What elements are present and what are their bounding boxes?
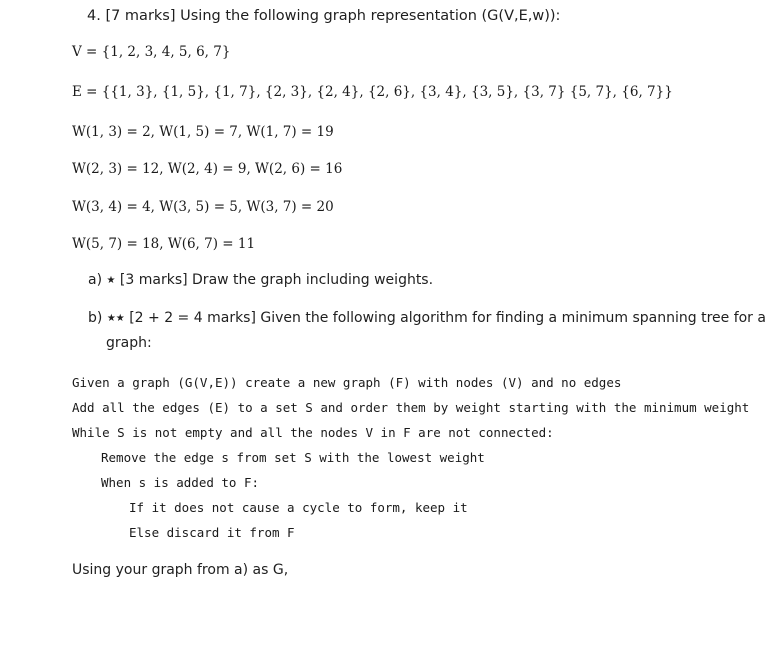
footer-text: Using your graph from a) as G, xyxy=(72,562,289,578)
part-a xyxy=(88,272,433,288)
part-b xyxy=(88,310,766,326)
weight-line-2: W(2, 3) = 12, W(2, 4) = 9, W(2, 6) = 16 xyxy=(72,161,343,177)
part-a-text: [3 marks] Draw the graph including weights. xyxy=(119,272,434,288)
algorithm-line-4: Remove the edge s from set S with the lowest weight xyxy=(101,450,485,465)
part-b-text-continued: graph: xyxy=(106,335,152,351)
algorithm-line-2: Add all the edges (E) to a set S and order them by weight starting with the minimum weight xyxy=(72,400,750,415)
part-a-label: a) xyxy=(88,272,103,288)
part-b-text: [2 + 2 = 4 marks] Given the following algorithm for finding a minimum spanning tree for a xyxy=(129,310,766,326)
weight-line-4: W(5, 7) = 18, W(6, 7) = 11 xyxy=(72,236,256,252)
algorithm-line-5: When s is added to F: xyxy=(101,475,260,490)
algorithm-line-3: While S is not empty and all the nodes V in F are not connected: xyxy=(72,425,554,440)
algorithm-line-7: Else discard it from F xyxy=(129,525,295,540)
edge-set: E = {{1, 3}, {1, 5}, {1, 7}, {2, 3}, {2, 4}, {2, 6}, {3, 4}, {3, 5}, {3, 7} {5, 7}, {6, 7}} xyxy=(72,84,673,100)
algorithm-line-1: Given a graph (G(V,E)) create a new graph (F) with nodes (V) and no edges xyxy=(72,375,622,390)
part-b-label: b) xyxy=(88,310,103,326)
weight-line-3: W(3, 4) = 4, W(3, 5) = 5, W(3, 7) = 20 xyxy=(72,199,334,215)
double-star-icon: ★★ xyxy=(106,313,125,324)
weight-line-1: W(1, 3) = 2, W(1, 5) = 7, W(1, 7) = 19 xyxy=(72,124,334,140)
star-icon: ★ xyxy=(106,275,116,286)
algorithm-line-6: If it does not cause a cycle to form, keep it xyxy=(129,500,468,515)
vertex-set: V = {1, 2, 3, 4, 5, 6, 7} xyxy=(72,44,231,60)
question-heading: 4. [7 marks] Using the following graph representation (G(V,E,w)): xyxy=(87,8,561,24)
